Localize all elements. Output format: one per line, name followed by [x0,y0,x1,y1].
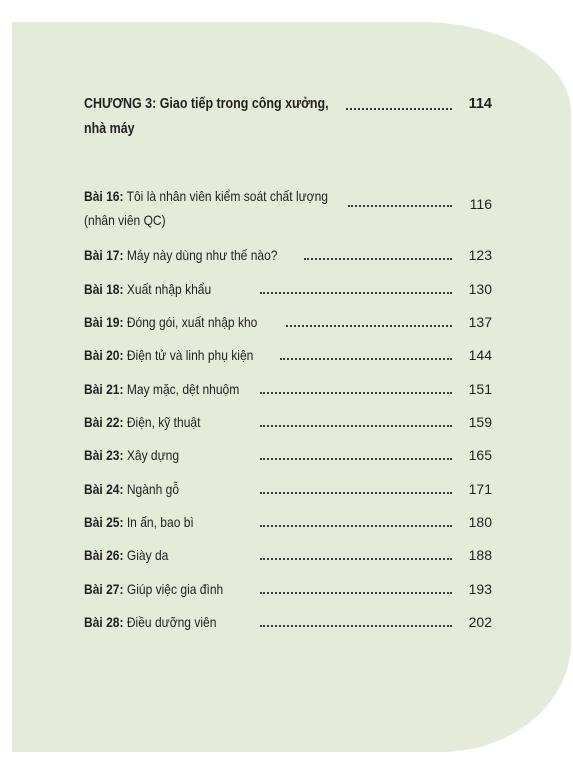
entry-title [84,277,211,301]
entry-page-number: 123 [468,247,492,263]
dot-leader [260,590,452,594]
dot-leader [260,623,452,627]
entry-title [84,310,257,334]
entry-page-number: 188 [468,547,492,563]
dot-leader [260,456,452,460]
entry-text-line2: (nhân viên QC) [84,212,166,228]
entry-page-number: 137 [468,314,492,330]
entry-text: Đóng gói, xuất nhập kho [126,314,258,330]
entry-page-number: 159 [468,414,492,430]
entry-text: Điện tử và linh phụ kiện [126,347,254,363]
entry-page-number: 180 [468,514,492,530]
entry-label: Bài 18: [84,281,124,297]
entry-title [84,543,168,567]
entry-text: Máy này dùng như thế nào? [126,247,278,263]
entry-text: Xây dựng [126,447,180,463]
entry-page-number: 202 [468,614,492,630]
entry-page-number: 144 [468,347,492,363]
entry-page-number: 193 [468,581,492,597]
entry-text: In ấn, bao bì [126,514,194,530]
entry-text: Tôi là nhân viên kiểm soát chất lượng [126,188,328,204]
entry-label: Bài 27: [84,581,124,597]
dot-leader [260,556,452,560]
entry-label: Bài 26: [84,547,124,563]
dot-leader [346,106,452,110]
entry-text: Giúp việc gia đình [126,581,224,597]
entry-label: Bài 24: [84,481,124,497]
entry-title [84,377,239,401]
dot-leader [260,523,452,527]
dot-leader [260,290,452,294]
entry-title [84,477,179,501]
entry-page-number: 171 [468,481,492,497]
entry-text: Giày da [126,547,169,563]
dot-leader [260,423,452,427]
entry-title [84,184,328,208]
entry-text: May mặc, dệt nhuộm [126,381,240,397]
dot-leader [280,356,452,360]
entry-page-number: 151 [468,381,492,397]
entry-text: Ngành gỗ [126,481,180,497]
entry-label: Bài 17: [84,247,124,263]
entry-label: Bài 19: [84,314,124,330]
entry-text: Điều dưỡng viên [126,614,217,630]
entry-page-number: 130 [468,281,492,297]
dot-leader [286,323,452,327]
entry-title [84,443,179,467]
entry-page-number: 116 [469,196,492,212]
entry-label: Bài 20: [84,347,124,363]
entry-page-number: 165 [468,447,492,463]
entry-title [84,243,277,267]
chapter-title-line1: CHƯƠNG 3: Giao tiếp trong công xưởng, [84,96,329,112]
entry-title [84,577,223,601]
entry-label: Bài 21: [84,381,124,397]
dot-leader [348,203,452,207]
chapter-title-line2: nhà máy [84,121,135,137]
entry-title [84,510,194,534]
entry-label: Bài 25: [84,514,124,530]
entry-title [84,343,253,367]
chapter-page-number: 114 [468,96,492,112]
entry-title [84,610,216,634]
entry-label: Bài 28: [84,614,124,630]
entry-label: Bài 16: [84,188,124,204]
entry-label: Bài 22: [84,414,124,430]
dot-leader [304,256,452,260]
entry-title [84,410,200,434]
dot-leader [260,390,452,394]
dot-leader [260,490,452,494]
entry-text: Xuất nhập khẩu [126,281,212,297]
entry-text: Điện, kỹ thuật [126,414,201,430]
entry-label: Bài 23: [84,447,124,463]
